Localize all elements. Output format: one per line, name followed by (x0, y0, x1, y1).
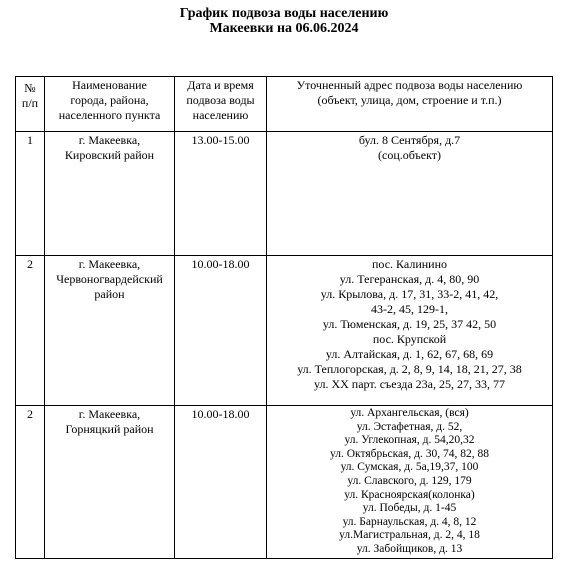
table-header-row (16, 77, 553, 132)
row-time: 10.00-18.00 (175, 256, 267, 406)
row-locality: г. Макеевка, Кировский район (45, 132, 175, 256)
row-number: 2 (16, 256, 45, 406)
header-number: № п/п (16, 77, 45, 132)
row-locality: г. Макеевка, Горняцкий район (45, 406, 175, 559)
row-number: 2 (16, 406, 45, 559)
title-line-1: График подвоза воды населению (179, 6, 389, 21)
row-time: 13.00-15.00 (175, 132, 267, 256)
row-locality: г. Макеевка, Червоногвардейский район (45, 256, 175, 406)
header-address: Уточненный адрес подвоза воды населению (объект, улица, дом, строение и т.п.) (267, 77, 553, 132)
row-time: 10.00-18.00 (175, 406, 267, 559)
water-schedule-table (15, 76, 553, 559)
table-row (16, 132, 553, 256)
document-title (0, 6, 568, 36)
row-address: пос. Калинино ул. Тегеранская, д. 4, 80, 90 ул. Крылова, д. 17, 31, 33-2, 41, 42, 43-2, 45, 129-1, ул. Тюменская, д. 19, 25, 37 42, 50 пос. Крупской ул. Алтайская, д. 1, 62, 67, 68, 69 ул. Теплогорская, д. 2, 8, 9, 14, 18, 21, 27, 38 ул. XX парт. съезда 23а, 25, 27, 33, 77 (267, 256, 553, 406)
table-row (16, 256, 553, 406)
row-address: бул. 8 Сентября, д.7 (соц.объект) (267, 132, 553, 256)
header-datetime: Дата и время подвоза воды населению (175, 77, 267, 132)
header-name: Наименование города, района, населенного пункта (45, 77, 175, 132)
table-row (16, 406, 553, 559)
title-line-2: Макеевки на 06.06.2024 (209, 21, 359, 36)
row-number: 1 (16, 132, 45, 256)
row-address: ул. Архангельская, (вся) ул. Эстафетная, д. 52, ул. Углекопная, д. 54,20,32 ул. Октябрьская, д. 30, 74, 82, 88 ул. Сумская, д. 5а,19,37, 100 ул. Славского, д. 129, 179 ул. Красноярская(колонка) ул. Победы, д. 1-45 ул. Барнаульская, д. 4, 8, 12 ул.Магистральная, д. 2, 4, 18 ул. Забойщиков, д. 13 (267, 406, 553, 559)
